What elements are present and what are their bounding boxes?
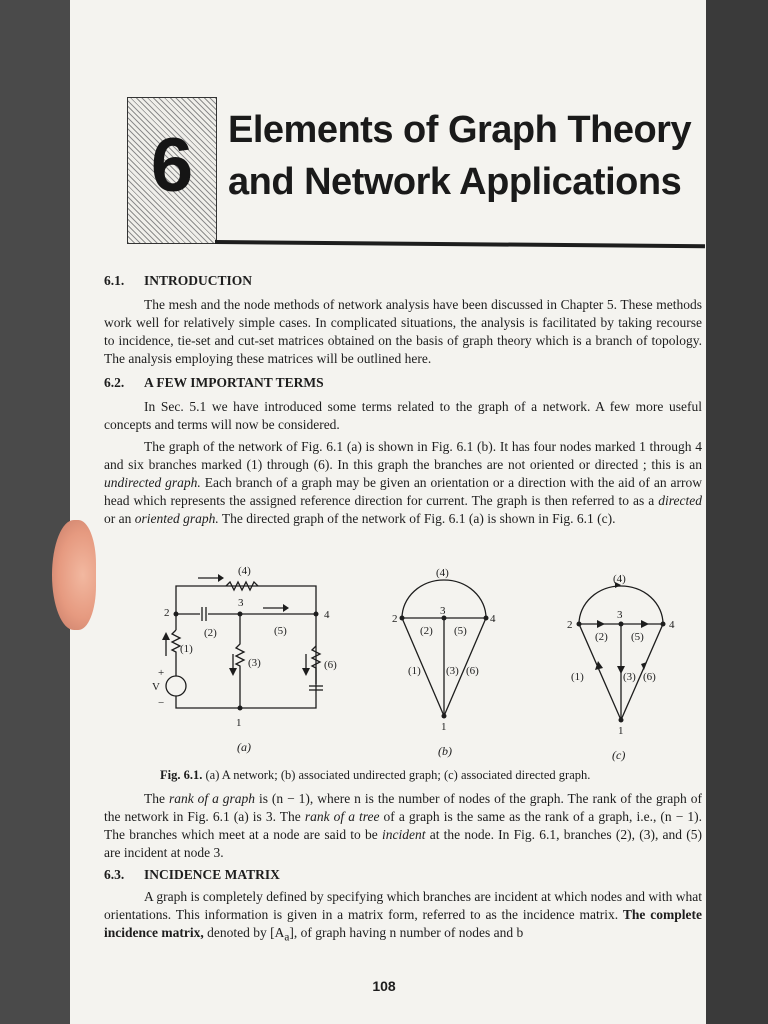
svg-text:(2): (2) (420, 625, 433, 637)
figure-directed-graph (565, 566, 690, 746)
label-minus: − (158, 697, 165, 709)
section-rank (104, 790, 702, 947)
svg-text:(3): (3) (446, 665, 459, 677)
chapter-title (228, 104, 691, 208)
label-voltage: V (152, 681, 160, 693)
figure-undirected-graph (390, 566, 500, 746)
label-plus: + (158, 667, 165, 679)
paragraph-intro: The mesh and the node methods of network analysis have been discussed in Chapter 5. These methods work well for relatively simple cases. In complicated situations, the analysis is facilitated by taking recourse to incidence, tie-set and cut-set matrices obtained on the basis of graph theory which is a branch of topology. The analysis employing these matrices will be outlined here. (104, 297, 702, 366)
svg-text:3: 3 (617, 609, 623, 621)
svg-text:2: 2 (392, 613, 398, 625)
label-branch-2: (2) (204, 627, 217, 639)
svg-text:(5): (5) (454, 625, 467, 637)
paragraph-graph: The graph of the network of Fig. 6.1 (a) is shown in Fig. 6.1 (b). It has four nodes marked 1 through 4 and six branches marked (1) through (6). In this graph the branches are not oriented or directed ; this is an undirected graph. Each branch of a graph may be given an orientation or a direction with the aid of an arrow head which represents the assigned reference direction for current. The graph is then referred to as a directed or an oriented graph. The directed graph of the network of Fig. 6.1 (a) is shown in Fig. 6.1 (c). (104, 439, 703, 526)
subfigure-a-label: (a) (237, 740, 251, 754)
label-branch-1: (1) (180, 643, 193, 655)
chapter-number-box (127, 97, 217, 244)
svg-text:2: 2 (567, 619, 573, 631)
svg-text:(5): (5) (631, 631, 644, 643)
figure-caption: Fig. 6.1. (a) A network; (b) associated undirected graph; (c) associated directed graph. (160, 768, 591, 782)
svg-text:(6): (6) (643, 671, 656, 683)
svg-text:(2): (2) (595, 631, 608, 643)
svg-text:(1): (1) (571, 671, 584, 683)
chapter-title-line1: Elements of Graph Theory (228, 109, 692, 151)
svg-text:(4): (4) (436, 567, 449, 579)
svg-text:4: 4 (669, 619, 675, 631)
svg-text:(3): (3) (623, 671, 636, 683)
page-number: 108 (372, 978, 396, 994)
label-node-2: 2 (164, 607, 170, 619)
svg-text:4: 4 (490, 613, 496, 625)
label-node-1-a: 1 (236, 717, 242, 729)
svg-text:(4): (4) (613, 573, 626, 585)
paragraph-rank: The rank of a graph is (n − 1), where n is the number of nodes of the graph. The rank of the graph of the network in Fig. 6.1 (a) is 3. The rank of a tree of a graph is the same as the rank of a graph, i.e., (n − 1). The branches which meet at a node are said to be incident at the node. In Fig. 6.1, branches (2), (3), and (5) are incident at node 3. (104, 791, 702, 860)
page-edge (706, 0, 768, 1024)
thumb (52, 520, 96, 630)
paragraph-terms: In Sec. 5.1 we have introduced some terms related to the graph of a network. A few more useful concepts and terms will now be considered. (104, 399, 702, 432)
section-heading-6-1: 6.1. INTRODUCTION (104, 273, 253, 288)
section-intro (104, 272, 702, 528)
section-heading-6-2: 6.2. A FEW IMPORTANT TERMS (104, 375, 324, 390)
chapter-title-line2: and Network Applications (228, 161, 682, 203)
svg-text:3: 3 (440, 605, 446, 617)
paragraph-incidence: A graph is completely defined by specifying which branches are incident at which nodes and with what orientations. This information is given in a matrix form, referred to as the incidence matrix. The complete incidence matrix, denoted by $[A_a]$, of graph having n number of nodes and b (104, 889, 702, 944)
label-branch-6: (6) (324, 659, 337, 671)
svg-text:1: 1 (618, 725, 624, 737)
svg-text:(6): (6) (466, 665, 479, 677)
subfigure-b-label: (b) (438, 744, 452, 758)
label-node-3: 3 (238, 597, 244, 609)
svg-text:1: 1 (441, 721, 447, 733)
label-node-4: 4 (324, 609, 330, 621)
section-heading-6-3: 6.3. INCIDENCE MATRIX (104, 867, 280, 882)
figure-network (148, 566, 338, 746)
label-branch-4: (4) (238, 566, 251, 577)
chapter-number: 6 (150, 123, 194, 208)
subfigure-c-label: (c) (612, 748, 626, 762)
label-branch-5: (5) (274, 625, 287, 637)
svg-text:(1): (1) (408, 665, 421, 677)
label-branch-3: (3) (248, 657, 261, 669)
